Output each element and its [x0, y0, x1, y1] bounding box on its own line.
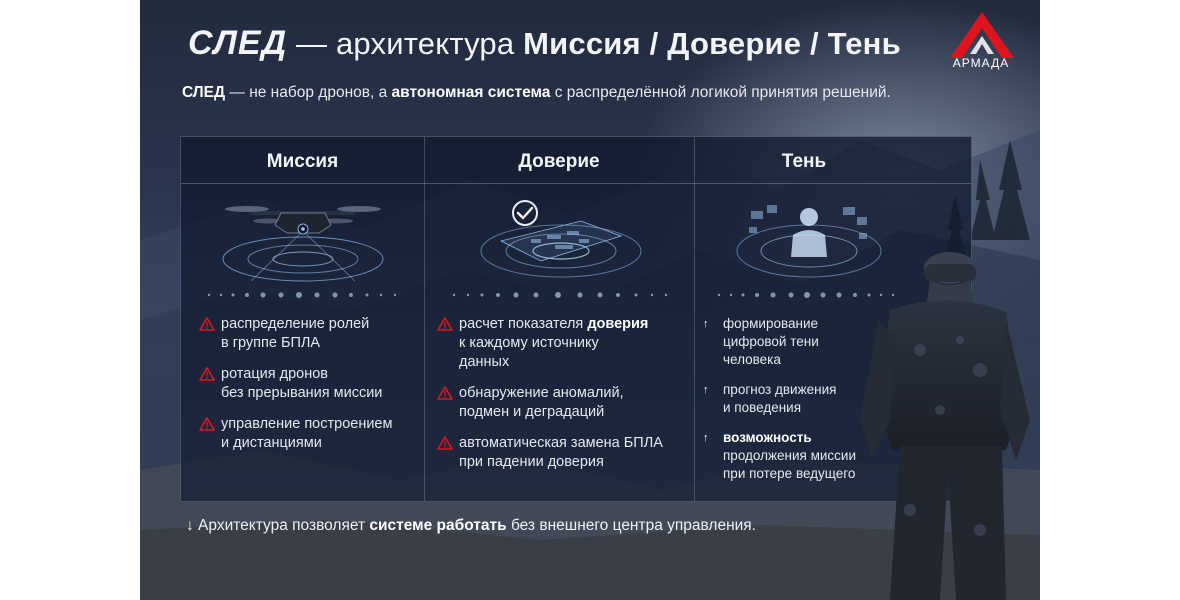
brand-name: СЛЕД: [188, 24, 288, 62]
footer-note: [186, 517, 756, 535]
column-divider: [694, 137, 695, 501]
footer-highlight: системе работать: [369, 517, 507, 534]
item-line: автоматическая замена БПЛА: [459, 435, 663, 451]
arrow-up-icon: ↑: [703, 384, 709, 396]
item-line: цифровой тени: [723, 334, 819, 349]
item-line: управление построением: [221, 416, 393, 432]
item-line: прогноз движения: [723, 382, 837, 397]
drone-icon: [211, 191, 401, 291]
column-title-mission: Миссия: [266, 151, 339, 172]
item-line: в группе БПЛА: [221, 335, 321, 351]
item-line: обнаружение аномалий,: [459, 385, 624, 401]
list-item: [437, 384, 692, 422]
footer-text-2: без внешнего центра управления.: [506, 517, 756, 534]
column-title-trust: Доверие: [518, 151, 600, 172]
item-line: формирование: [723, 316, 818, 331]
item-line: [459, 315, 692, 334]
item-line: человека: [723, 352, 781, 367]
trust-check-icon: [471, 191, 651, 291]
item-text: расчет показателя: [459, 316, 588, 332]
item-highlight: возможность: [723, 430, 812, 445]
warning-icon: [437, 435, 453, 451]
arrow-down-icon: ↓: [186, 517, 194, 534]
warning-icon: [437, 385, 453, 401]
header-divider: [181, 183, 971, 184]
subtitle-highlight: автономная система: [391, 84, 551, 101]
trust-list: [437, 315, 692, 484]
page-title: [188, 24, 901, 63]
arrow-up-icon: ↑: [703, 432, 709, 444]
item-line: продолжения миссии: [723, 448, 856, 463]
column-divider: [424, 137, 425, 501]
dots-separator: [446, 291, 676, 299]
warning-icon: [437, 316, 453, 332]
item-line: при потере ведущего: [723, 466, 856, 481]
warning-icon: [199, 416, 215, 432]
warning-icon: [199, 366, 215, 382]
subtitle: [182, 84, 891, 102]
title-thin: архитектура: [335, 26, 524, 61]
logo-text: АРМАДА: [952, 56, 1010, 70]
list-item: [437, 315, 692, 372]
title-dash: —: [287, 26, 336, 61]
subtitle-text-1: — не набор дронов, а: [225, 84, 392, 101]
list-item: [437, 434, 692, 472]
subtitle-text-2: с распределённой логикой принятия решений.: [550, 84, 891, 101]
mission-list: [199, 315, 419, 465]
poster: [140, 0, 1040, 600]
item-highlight: доверия: [587, 316, 649, 332]
list-item: [199, 415, 419, 453]
footer-text-1: Архитектура позволяет: [193, 517, 370, 534]
list-item: [199, 365, 419, 403]
item-line: к каждому источнику: [459, 335, 599, 351]
soldier-figure: [830, 250, 1040, 600]
item-line: и дистанциями: [221, 435, 322, 451]
subtitle-brand: СЛЕД: [182, 84, 226, 101]
item-line: ротация дронов: [221, 366, 329, 382]
item-line: и поведения: [723, 400, 802, 415]
dots-separator: [201, 291, 411, 299]
item-line: данных: [459, 354, 510, 370]
item-line: без прерывания миссии: [221, 385, 383, 401]
column-title-shadow: Тень: [781, 151, 827, 172]
item-line: при падении доверия: [459, 454, 604, 470]
arrow-up-icon: ↑: [703, 318, 709, 330]
list-item: [199, 315, 419, 353]
item-line: распределение ролей: [221, 316, 370, 332]
item-line: подмен и деградаций: [459, 404, 605, 420]
title-bold: Миссия / Доверие / Тень: [523, 26, 901, 61]
warning-icon: [199, 316, 215, 332]
